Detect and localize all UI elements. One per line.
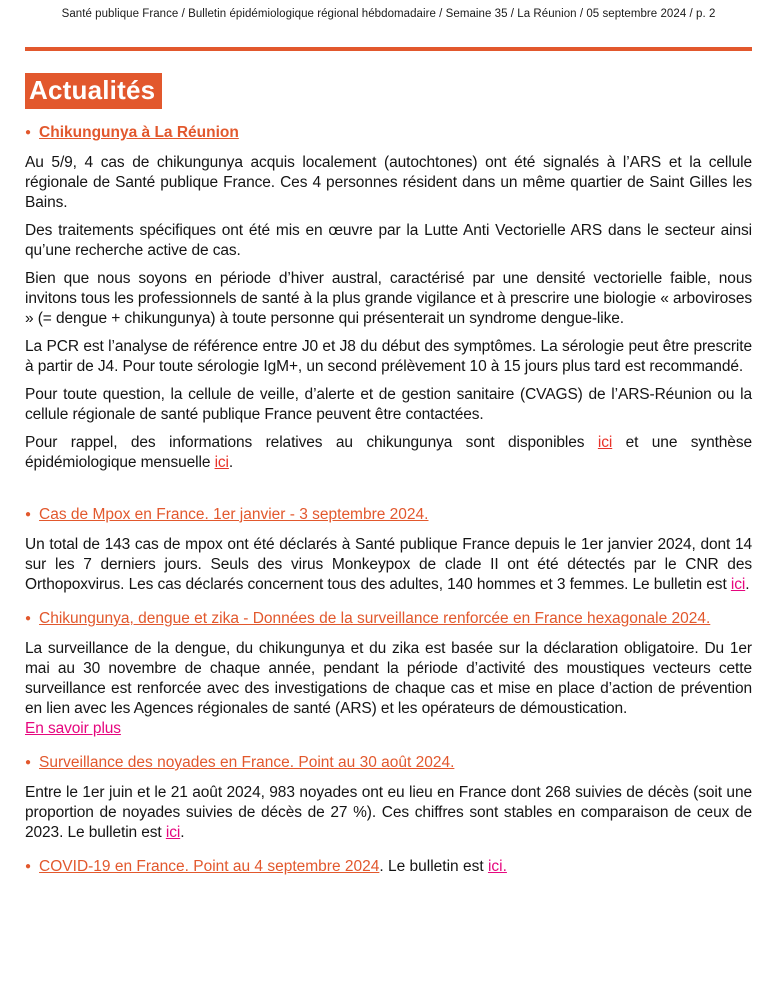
paragraph-text: Un total de 143 cas de mpox ont été déclarés à Santé publique France depuis le 1er janvier 2024, dont 14 sur les 7 derniers jours. Seuls des virus Monkeypox de clade II ont été détectés par le CNR des Orthopoxvirus. Les cas déclarés concernent tous des adultes, 140 hommes et 3 femmes. Le bulletin est [25, 536, 752, 593]
section-heading-row [25, 753, 752, 773]
link-ici-noyades[interactable]: ici [165, 824, 181, 841]
link-en-savoir-plus[interactable]: En savoir plus [25, 720, 121, 737]
paragraph-text: et une synthèse épidémiologique mensuelle [25, 434, 753, 471]
link-ici-mpox[interactable]: ici [730, 576, 746, 593]
bullet-icon: ● [25, 757, 32, 768]
paragraph-text: . [180, 824, 185, 841]
paragraph [25, 783, 752, 843]
paragraph: Au 5/9, 4 cas de chikungunya acquis localement (autochtones) ont été signalés à l’ARS et la cellule régionale de Santé publique France. Ces 4 personnes résident dans un même quartier de Saint Gilles les Bains. [25, 154, 752, 211]
banner-wrap [25, 73, 752, 109]
heading-link-chikungunya-reunion[interactable]: Chikungunya à La Réunion [39, 124, 239, 141]
paragraph: Pour toute question, la cellule de veille, d’alerte et de gestion sanitaire (CVAGS) de l’ARS-Réunion ou la cellule régionale de santé publique France peuvent être contactées. [25, 386, 752, 423]
section-heading-row [25, 505, 752, 525]
divider-rule [25, 47, 752, 51]
bullet-icon: ● [25, 509, 32, 520]
paragraph-text: Entre le 1er juin et le 21 août 2024, 983 noyades ont eu lieu en France dont 268 suivies de décès (soit une proportion de noyades suivies de décès de 27 %). Ces chiffres sont stables en comparaison de ceux de 2023. Le bulletin est [25, 784, 752, 841]
bullet-icon: ● [25, 613, 32, 624]
paragraph-text: Pour rappel, des informations relatives au chikungunya sont disponibles [25, 434, 598, 451]
heading-link-noyades[interactable]: Surveillance des noyades en France. Point au 30 août 2024. [39, 754, 455, 771]
paragraph [25, 535, 752, 595]
section-noyades [25, 753, 752, 843]
paragraph-text: . [745, 576, 750, 593]
page-header: Santé publique France / Bulletin épidémiologique régional hébdomadaire / Semaine 35 / La Réunion / 05 septembre 2024 / p. 2 [61, 8, 716, 20]
heading-link-mpox[interactable]: Cas de Mpox en France. 1er janvier - 3 septembre 2024. [39, 506, 429, 523]
paragraph [25, 433, 752, 473]
paragraph [25, 639, 752, 739]
section-heading-row [25, 857, 752, 877]
link-ici-chikungunya-2[interactable]: ici [214, 454, 229, 471]
link-ici-covid[interactable]: ici. [487, 858, 507, 875]
paragraph-text: La surveillance de la dengue, du chikungunya et du zika est basée sur la déclaration obligatoire. Du 1er mai au 30 novembre de chaque année, pendant la période d’activité des moustiques vecteurs cette surveillance est renforcée avec des investigations de chaque cas et mise en place d’action de prévention en lien avec les Agences régionales de santé (ARS) et les opérateurs de démoustication. [25, 640, 752, 717]
paragraph-text: . Le bulletin est [379, 858, 488, 875]
bullet-icon: ● [25, 127, 32, 138]
link-ici-chikungunya-1[interactable]: ici [597, 434, 613, 451]
paragraph: Bien que nous soyons en période d’hiver austral, caractérisé par une densité vectorielle faible, nous invitons tous les professionnels de santé à la plus grande vigilance et à prescrire une biologie « arboviroses » (= dengue + chikungunya) à toute personne qui présenterait un syndrome dengue-like. [25, 270, 752, 327]
paragraph-text: . [228, 454, 234, 471]
heading-link-covid[interactable]: COVID-19 en France. Point au 4 septembre 2024 [39, 858, 380, 875]
section-covid [25, 857, 752, 877]
section-chikungunya-reunion [25, 123, 752, 473]
section-heading-row [25, 123, 752, 143]
section-heading-row [25, 609, 752, 629]
paragraph: Des traitements spécifiques ont été mis en œuvre par la Lutte Anti Vectorielle ARS dans le secteur ainsi qu’une recherche active de cas. [25, 222, 752, 259]
heading-link-arboviroses-hexagone[interactable]: Chikungunya, dengue et zika - Données de la surveillance renforcée en France hexagonale 2024. [39, 610, 711, 627]
paragraph: La PCR est l’analyse de référence entre J0 et J8 du début des symptômes. La sérologie peut être prescrite à partir de J4. Pour toute sérologie IgM+, un second prélèvement 10 à 15 jours plus tard est recommandé. [25, 338, 752, 375]
section-mpox [25, 505, 752, 595]
page-title-actualites: Actualités [25, 73, 162, 109]
section-arboviroses-hexagone [25, 609, 752, 739]
bullet-icon: ● [25, 861, 32, 872]
